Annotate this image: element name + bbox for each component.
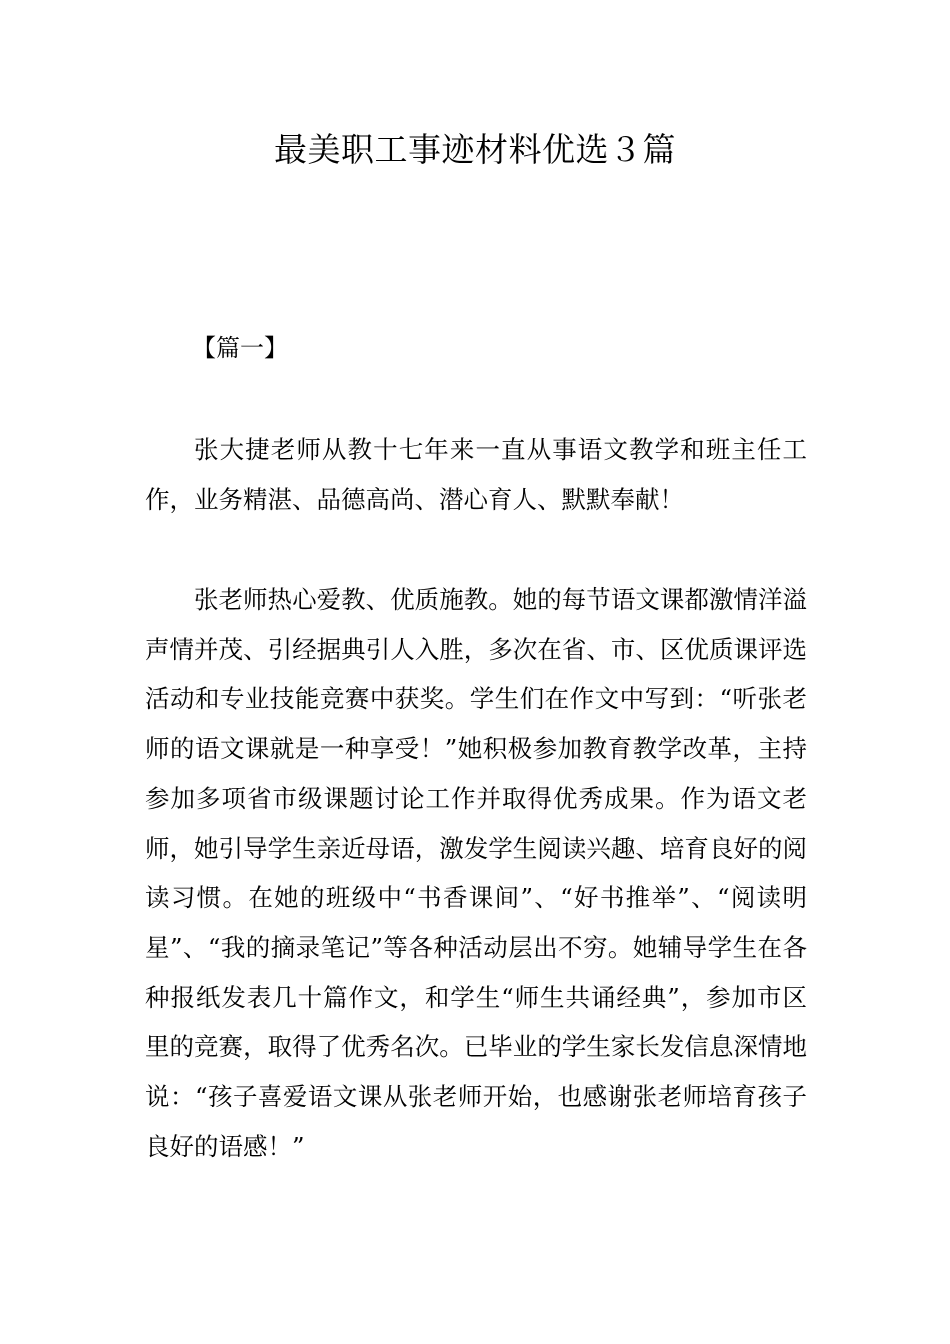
document-title: 最美职工事迹材料优选３篇 <box>274 130 676 169</box>
body-paragraph-2: 张老师热心爱教、优质施教。她的每节语文课都激情洋溢声情并茂、引经据典引人入胜，多次在省、市、区优质课评选活动和专业技能竞赛中获奖。学生们在作文中写到：“听张老师的语文课就是一种享受！”她积极参加教育教学改革，主持参加多项省市级课题讨论工作并取得优秀成果。作为语文老师，她引导学生亲近母语，激发学生阅读兴趣、培育良好的阅读习惯。在她的班级中“书香课间”、“好书推举”、“阅读明星”、“我的摘录笔记”等各种活动层出不穷。她辅导学生在各种报纸发表几十篇作文，和学生“师生共诵经典”，参加市区里的竞赛，取得了优秀名次。已毕业的学生家长发信息深情地说：“孩子喜爱语文课从张老师开始，也感谢张老师培育孩子良好的语感！” <box>145 585 807 1161</box>
body-paragraph-1: 张大捷老师从教十七年来一直从事语文教学和班主任工作，业务精湛、品德高尚、潜心育人、默默奉献！ <box>145 435 807 514</box>
section-heading: 【篇一】 <box>192 334 288 362</box>
